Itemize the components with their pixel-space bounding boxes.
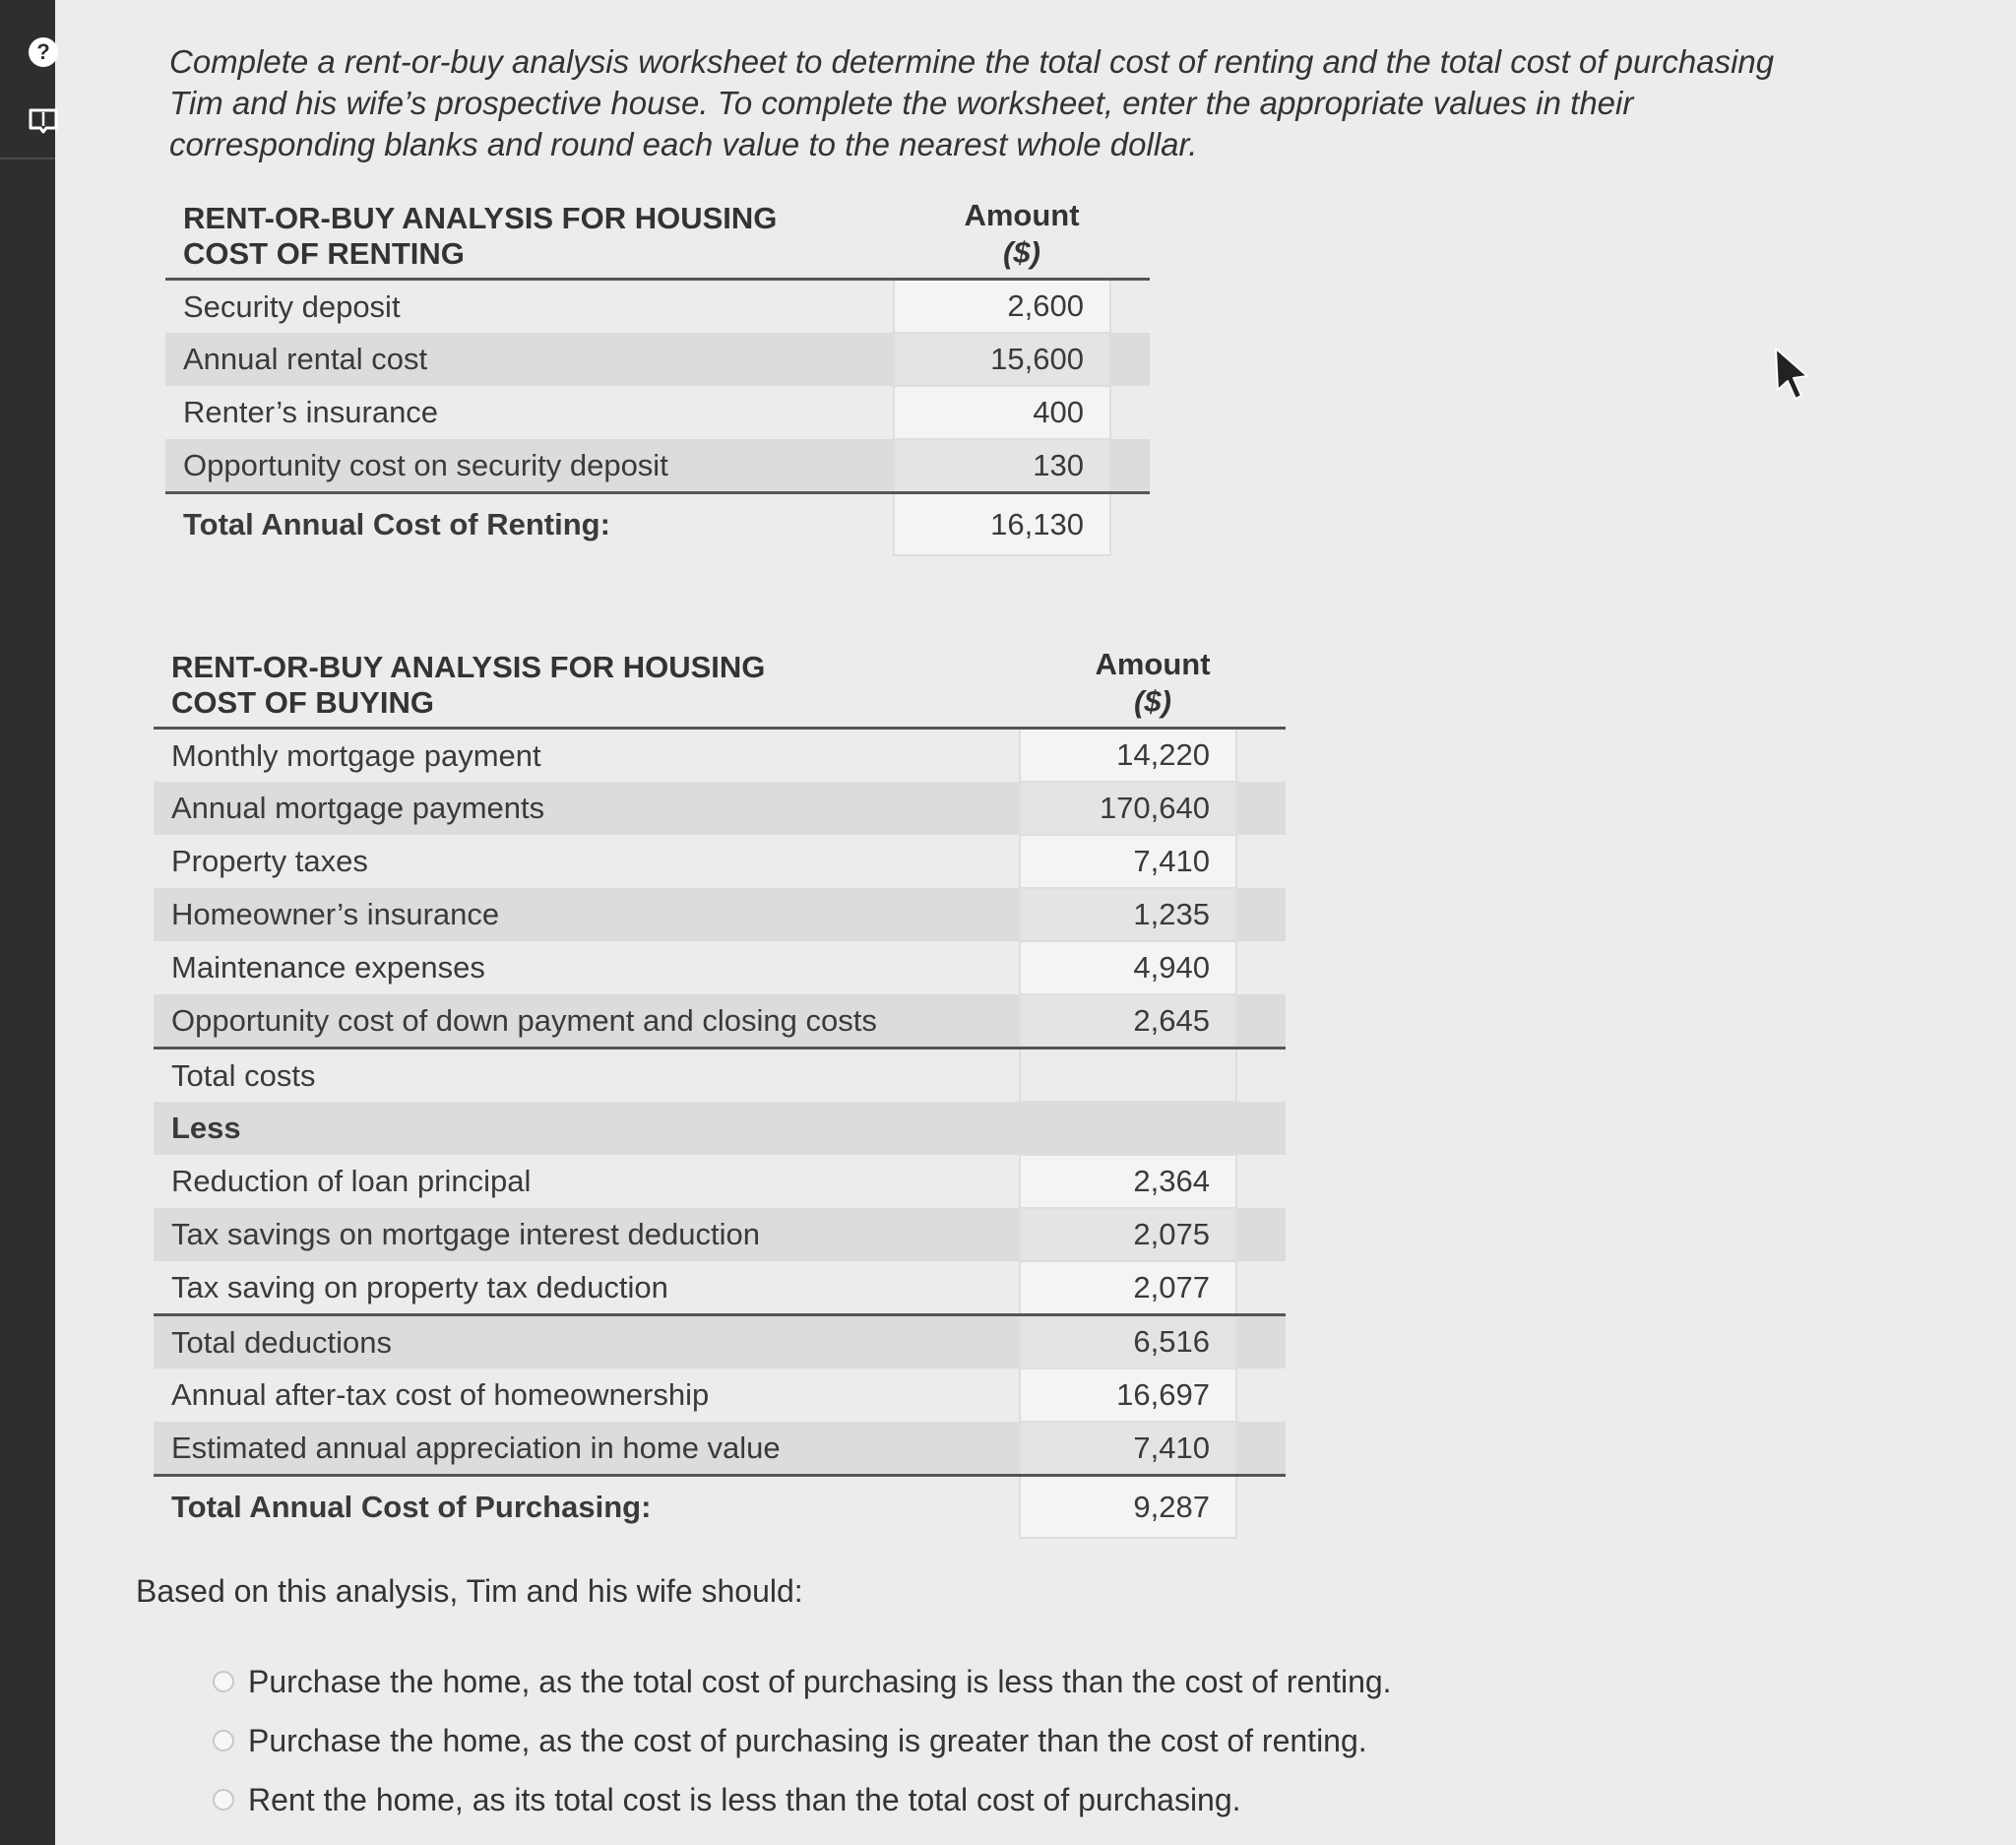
renting-title-line2: COST OF RENTING: [183, 236, 465, 271]
opportunity-cost-down-payment-input[interactable]: 2,645: [1020, 994, 1236, 1049]
table-row-total: [154, 1476, 1286, 1539]
property-taxes-input[interactable]: 7,410: [1020, 835, 1236, 888]
after-tax-cost-input[interactable]: 16,697: [1020, 1368, 1236, 1422]
renters-insurance-input[interactable]: 400: [894, 386, 1110, 439]
renting-table: [165, 197, 1150, 556]
table-row: [154, 1208, 1286, 1261]
buying-table: [154, 646, 1286, 1539]
table-row: [154, 888, 1286, 941]
option-rent[interactable]: [213, 1770, 1392, 1829]
amount-header-line2: ($): [1134, 684, 1171, 719]
row-label: Monthly mortgage payment: [171, 737, 541, 773]
annual-rental-cost-input[interactable]: 15,600: [894, 333, 1110, 386]
row-label: Total deductions: [154, 1315, 1020, 1369]
opportunity-cost-deposit-input[interactable]: 130: [894, 439, 1110, 493]
content-pane: [55, 0, 2016, 1845]
table-row: [165, 386, 1150, 439]
table-row: [154, 1049, 1286, 1103]
rail-divider: [0, 158, 55, 159]
buying-title-line2: COST OF BUYING: [171, 685, 434, 720]
table-row: [165, 280, 1150, 334]
help-icon[interactable]: ?: [29, 37, 58, 67]
table-row: [154, 941, 1286, 994]
amount-header-line2: ($): [1003, 235, 1040, 270]
table-row: [165, 439, 1150, 493]
table-row: [154, 1315, 1286, 1369]
buying-amount-header: [1020, 646, 1286, 729]
renting-amount-header: [894, 197, 1150, 280]
appreciation-input[interactable]: 7,410: [1020, 1422, 1236, 1476]
amount-header-line1: Amount: [1095, 647, 1211, 681]
row-label: Opportunity cost on security deposit: [165, 439, 894, 493]
row-label: Total Annual Cost of Purchasing:: [154, 1476, 1020, 1539]
buying-title: [154, 646, 1020, 729]
option-label: Purchase the home, as the cost of purchasing is greater than the cost of renting.: [248, 1722, 1367, 1758]
monthly-mortgage-input[interactable]: 14,220: [1020, 729, 1236, 783]
buying-title-line1: RENT-OR-BUY ANALYSIS FOR HOUSING: [171, 650, 766, 684]
table-row: [154, 994, 1286, 1049]
amount-header-line1: Amount: [964, 198, 1080, 232]
total-purchasing-input[interactable]: 9,287: [1020, 1476, 1236, 1539]
table-row-total: [165, 493, 1150, 556]
row-label: Homeowner’s insurance: [154, 888, 1020, 941]
row-label: Annual mortgage payments: [154, 782, 1020, 835]
table-row: [154, 1422, 1286, 1476]
buying-header-row: [154, 646, 1286, 729]
row-label: Total costs: [154, 1049, 1020, 1103]
left-rail: [0, 0, 55, 1845]
renting-header-row: [165, 197, 1150, 280]
option-purchase-less[interactable]: [213, 1652, 1392, 1711]
table-row: [154, 835, 1286, 888]
row-label: Total Annual Cost of Renting:: [165, 493, 894, 556]
mouse-cursor-icon: [1772, 347, 1811, 402]
table-row: [154, 1261, 1286, 1315]
option-purchase-greater[interactable]: [213, 1711, 1392, 1770]
option-label: Purchase the home, as the total cost of purchasing is less than the cost of renting.: [248, 1663, 1392, 1699]
security-deposit-input[interactable]: 2,600: [894, 280, 1110, 334]
less-label: Less: [154, 1102, 1020, 1155]
radio-button[interactable]: [213, 1671, 234, 1692]
table-row: [154, 1102, 1286, 1155]
row-label: Tax saving on property tax deduction: [171, 1269, 668, 1304]
property-tax-savings-input[interactable]: 2,077: [1020, 1261, 1236, 1315]
radio-button[interactable]: [213, 1730, 234, 1751]
row-label: Security deposit: [183, 288, 401, 324]
answer-options: [213, 1652, 1392, 1829]
radio-button[interactable]: [213, 1789, 234, 1811]
renting-title-line1: RENT-OR-BUY ANALYSIS FOR HOUSING: [183, 201, 778, 235]
maintenance-input[interactable]: 4,940: [1020, 941, 1236, 994]
row-label: Property taxes: [171, 844, 368, 878]
mortgage-interest-savings-input[interactable]: 2,075: [1020, 1208, 1236, 1261]
row-label: Annual rental cost: [165, 333, 894, 386]
row-label: Maintenance expenses: [171, 950, 485, 985]
row-label: Tax savings on mortgage interest deduction: [154, 1208, 1020, 1261]
total-costs-input[interactable]: [1020, 1049, 1236, 1103]
renting-title: [165, 197, 894, 280]
loan-principal-input[interactable]: 2,364: [1020, 1155, 1236, 1208]
table-row: [154, 1155, 1286, 1208]
option-label: Rent the home, as its total cost is less than the total cost of purchasing.: [248, 1781, 1241, 1817]
row-label: Reduction of loan principal: [171, 1164, 532, 1198]
question-text: Based on this analysis, Tim and his wife should:: [136, 1573, 803, 1609]
instructions-text: Complete a rent-or-buy analysis worksheet to determine the total cost of renting and the total cost of purchasing Tim and his wife’s prospective house. To complete the worksheet, enter the appropriate values in their corresponding blanks and round each value to the nearest whole dollar.: [169, 43, 1775, 162]
row-label: Annual after-tax cost of homeownership: [171, 1377, 710, 1412]
table-row: [165, 333, 1150, 386]
row-label: Estimated annual appreciation in home value: [154, 1422, 1020, 1476]
table-row: [154, 782, 1286, 835]
annual-mortgage-input[interactable]: 170,640: [1020, 782, 1236, 835]
table-row: [154, 729, 1286, 783]
less-spacer: [1020, 1102, 1236, 1155]
homeowners-insurance-input[interactable]: 1,235: [1020, 888, 1236, 941]
row-label: Renter’s insurance: [183, 395, 439, 429]
total-deductions-input[interactable]: 6,516: [1020, 1315, 1236, 1369]
total-renting-input[interactable]: 16,130: [894, 493, 1110, 556]
row-label: Opportunity cost of down payment and closing costs: [154, 994, 1020, 1049]
table-row: [154, 1368, 1286, 1422]
